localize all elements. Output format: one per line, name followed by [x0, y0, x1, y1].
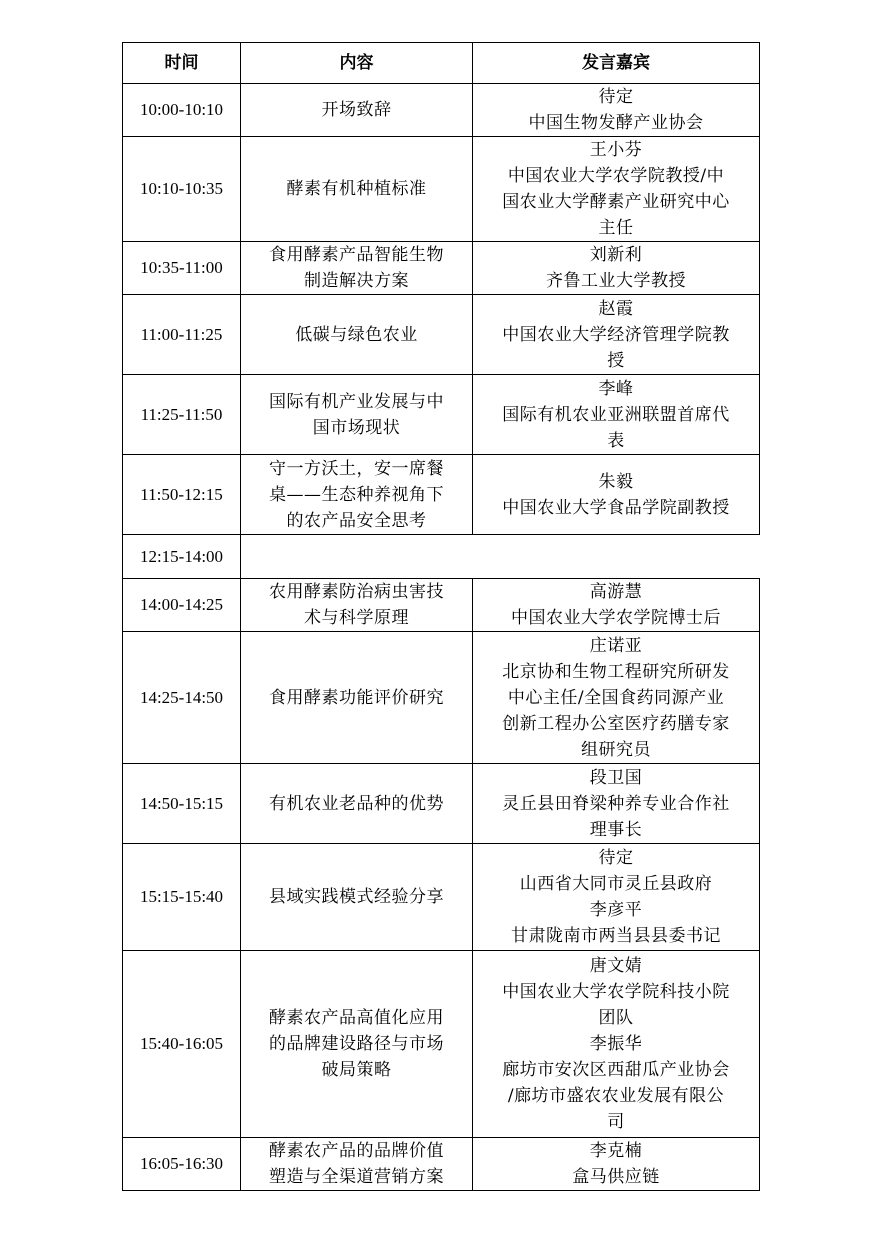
speaker-line: 李振华 [589, 1034, 643, 1054]
speaker-line: 齐鲁工业大学教授 [546, 271, 686, 291]
speaker-line: 李彦平 [589, 900, 643, 920]
table-row [123, 1138, 760, 1191]
content-line: 低碳与绿色农业 [295, 324, 418, 345]
content-line: 县域实践模式经验分享 [269, 887, 444, 907]
time-cell: 10:10-10:35 [123, 137, 241, 242]
speaker-line: 中国农业大学农学院博士后 [511, 608, 721, 628]
table-row [123, 764, 760, 844]
content-line: 塑造与全渠道营销方案 [269, 1167, 444, 1187]
speaker-line: 朱毅 [598, 471, 634, 492]
content-line: 有机农业老品种的优势 [269, 793, 444, 814]
content-cell [241, 579, 473, 632]
speaker-cell [473, 137, 760, 242]
agenda-body [123, 84, 760, 1191]
speaker-line: 创新工程办公室医疗药膳专家 [502, 713, 730, 734]
speaker-line: 盒马供应链 [572, 1167, 660, 1187]
speaker-line: 司 [607, 1112, 625, 1132]
speaker-line: 中国农业大学农学院科技小院 [502, 982, 730, 1002]
speaker-line: 唐文婧 [589, 956, 643, 976]
speaker-line: 廊坊市安次区西甜瓜产业协会 [502, 1060, 730, 1080]
content-cell [241, 242, 473, 295]
time-cell: 11:25-11:50 [123, 375, 241, 455]
speaker-line: 主任 [598, 218, 634, 238]
table-row [123, 295, 760, 375]
agenda-table [122, 42, 760, 1191]
speaker-line: 团队 [598, 1008, 634, 1028]
content-line: 守一方沃土，安一席餐 [269, 458, 444, 479]
content-cell [241, 1138, 473, 1191]
speaker-line: 李克楠 [589, 1141, 643, 1161]
time-cell: 10:00-10:10 [123, 84, 241, 137]
speaker-cell [473, 1138, 760, 1191]
time-cell: 15:40-16:05 [123, 951, 241, 1138]
table-row [123, 84, 760, 137]
speaker-line: 中心主任/全国食药同源产业 [507, 687, 725, 708]
content-line: 桌——生态种养视角下 [269, 484, 444, 505]
time-cell: 14:25-14:50 [123, 632, 241, 764]
table-row [123, 632, 760, 764]
content-cell [241, 455, 473, 535]
table-row [123, 951, 760, 1138]
speaker-line: 刘新利 [589, 245, 643, 265]
speaker-line: 段卫国 [589, 767, 643, 788]
speaker-cell [473, 455, 760, 535]
time-cell: 12:15-14:00 [123, 535, 241, 579]
speaker-line: 国际有机农业亚洲联盟首席代 [502, 404, 730, 425]
content-line: 的农产品安全思考 [286, 510, 427, 531]
content-cell [241, 295, 473, 375]
content-line: 酵素农产品高值化应用 [269, 1008, 444, 1028]
content-cell [241, 137, 473, 242]
time-cell: 15:15-15:40 [123, 844, 241, 951]
table-row [123, 242, 760, 295]
speaker-line: 灵丘县田脊梁种养专业合作社 [502, 793, 730, 814]
content-line: 制造解决方案 [304, 271, 409, 291]
content-line: 术与科学原理 [304, 608, 409, 628]
header-row [123, 43, 760, 84]
content-cell [241, 764, 473, 844]
content-line: 破局策略 [321, 1060, 392, 1080]
content-cell [241, 844, 473, 951]
speaker-line: 理事长 [589, 819, 643, 840]
content-line: 的品牌建设路径与市场 [269, 1034, 444, 1054]
content-line: 酵素有机种植标准 [286, 179, 427, 199]
speaker-line: 山西省大同市灵丘县政府 [519, 874, 713, 894]
table-row [123, 844, 760, 951]
content-line: 国际有机产业发展与中 [269, 391, 444, 412]
speaker-line: 李峰 [598, 378, 634, 399]
speaker-line: 中国农业大学经济管理学院教 [502, 324, 730, 345]
content-line: 国市场现状 [312, 417, 401, 438]
speaker-line: 北京协和生物工程研究所研发 [502, 661, 730, 682]
speaker-line: 中国农业大学食品学院副教授 [502, 497, 730, 518]
content-cell [241, 951, 473, 1138]
speaker-line: 中国农业大学农学院教授/中 [507, 166, 725, 186]
table-row [123, 137, 760, 242]
time-cell: 11:00-11:25 [123, 295, 241, 375]
speaker-line: 高游慧 [589, 582, 643, 602]
speaker-line: 庄诺亚 [589, 635, 643, 656]
speaker-cell [473, 764, 760, 844]
speaker-cell [473, 295, 760, 375]
break-empty-cell [241, 535, 760, 579]
speaker-cell [473, 951, 760, 1138]
content-line: 食用酵素产品智能生物 [269, 245, 444, 265]
time-cell: 11:50-12:15 [123, 455, 241, 535]
content-cell [241, 632, 473, 764]
speaker-line: 国农业大学酵素产业研究中心 [502, 192, 730, 212]
time-cell: 14:00-14:25 [123, 579, 241, 632]
speaker-line: 表 [607, 430, 625, 451]
content-cell [241, 375, 473, 455]
content-line: 食用酵素功能评价研究 [269, 687, 444, 708]
content-cell [241, 84, 473, 137]
content-line: 农用酵素防治病虫害技 [269, 582, 444, 602]
content-line: 酵素农产品的品牌价值 [269, 1141, 444, 1161]
speaker-cell [473, 242, 760, 295]
table-row [123, 455, 760, 535]
break-row [123, 535, 760, 579]
table-row [123, 579, 760, 632]
speaker-line: 中国生物发酵产业协会 [528, 113, 704, 133]
speaker-line: 王小芬 [589, 140, 643, 160]
content-line: 开场致辞 [321, 100, 392, 120]
table-row [123, 375, 760, 455]
speaker-line: 甘肃陇南市两当县县委书记 [511, 926, 721, 946]
speaker-cell [473, 632, 760, 764]
speaker-line: 赵霞 [598, 298, 634, 319]
speaker-cell [473, 375, 760, 455]
speaker-line: 待定 [598, 848, 634, 868]
speaker-cell [473, 84, 760, 137]
header-speaker: 发言嘉宾 [473, 43, 760, 84]
time-cell: 14:50-15:15 [123, 764, 241, 844]
speaker-line: /廊坊市盛农农业发展有限公 [507, 1086, 725, 1106]
header-time: 时间 [123, 43, 241, 84]
header-content: 内容 [241, 43, 473, 84]
time-cell: 10:35-11:00 [123, 242, 241, 295]
time-cell: 16:05-16:30 [123, 1138, 241, 1191]
speaker-line: 授 [607, 350, 625, 371]
speaker-cell [473, 844, 760, 951]
speaker-line: 待定 [598, 87, 634, 107]
speaker-line: 组研究员 [581, 739, 651, 760]
speaker-cell [473, 579, 760, 632]
